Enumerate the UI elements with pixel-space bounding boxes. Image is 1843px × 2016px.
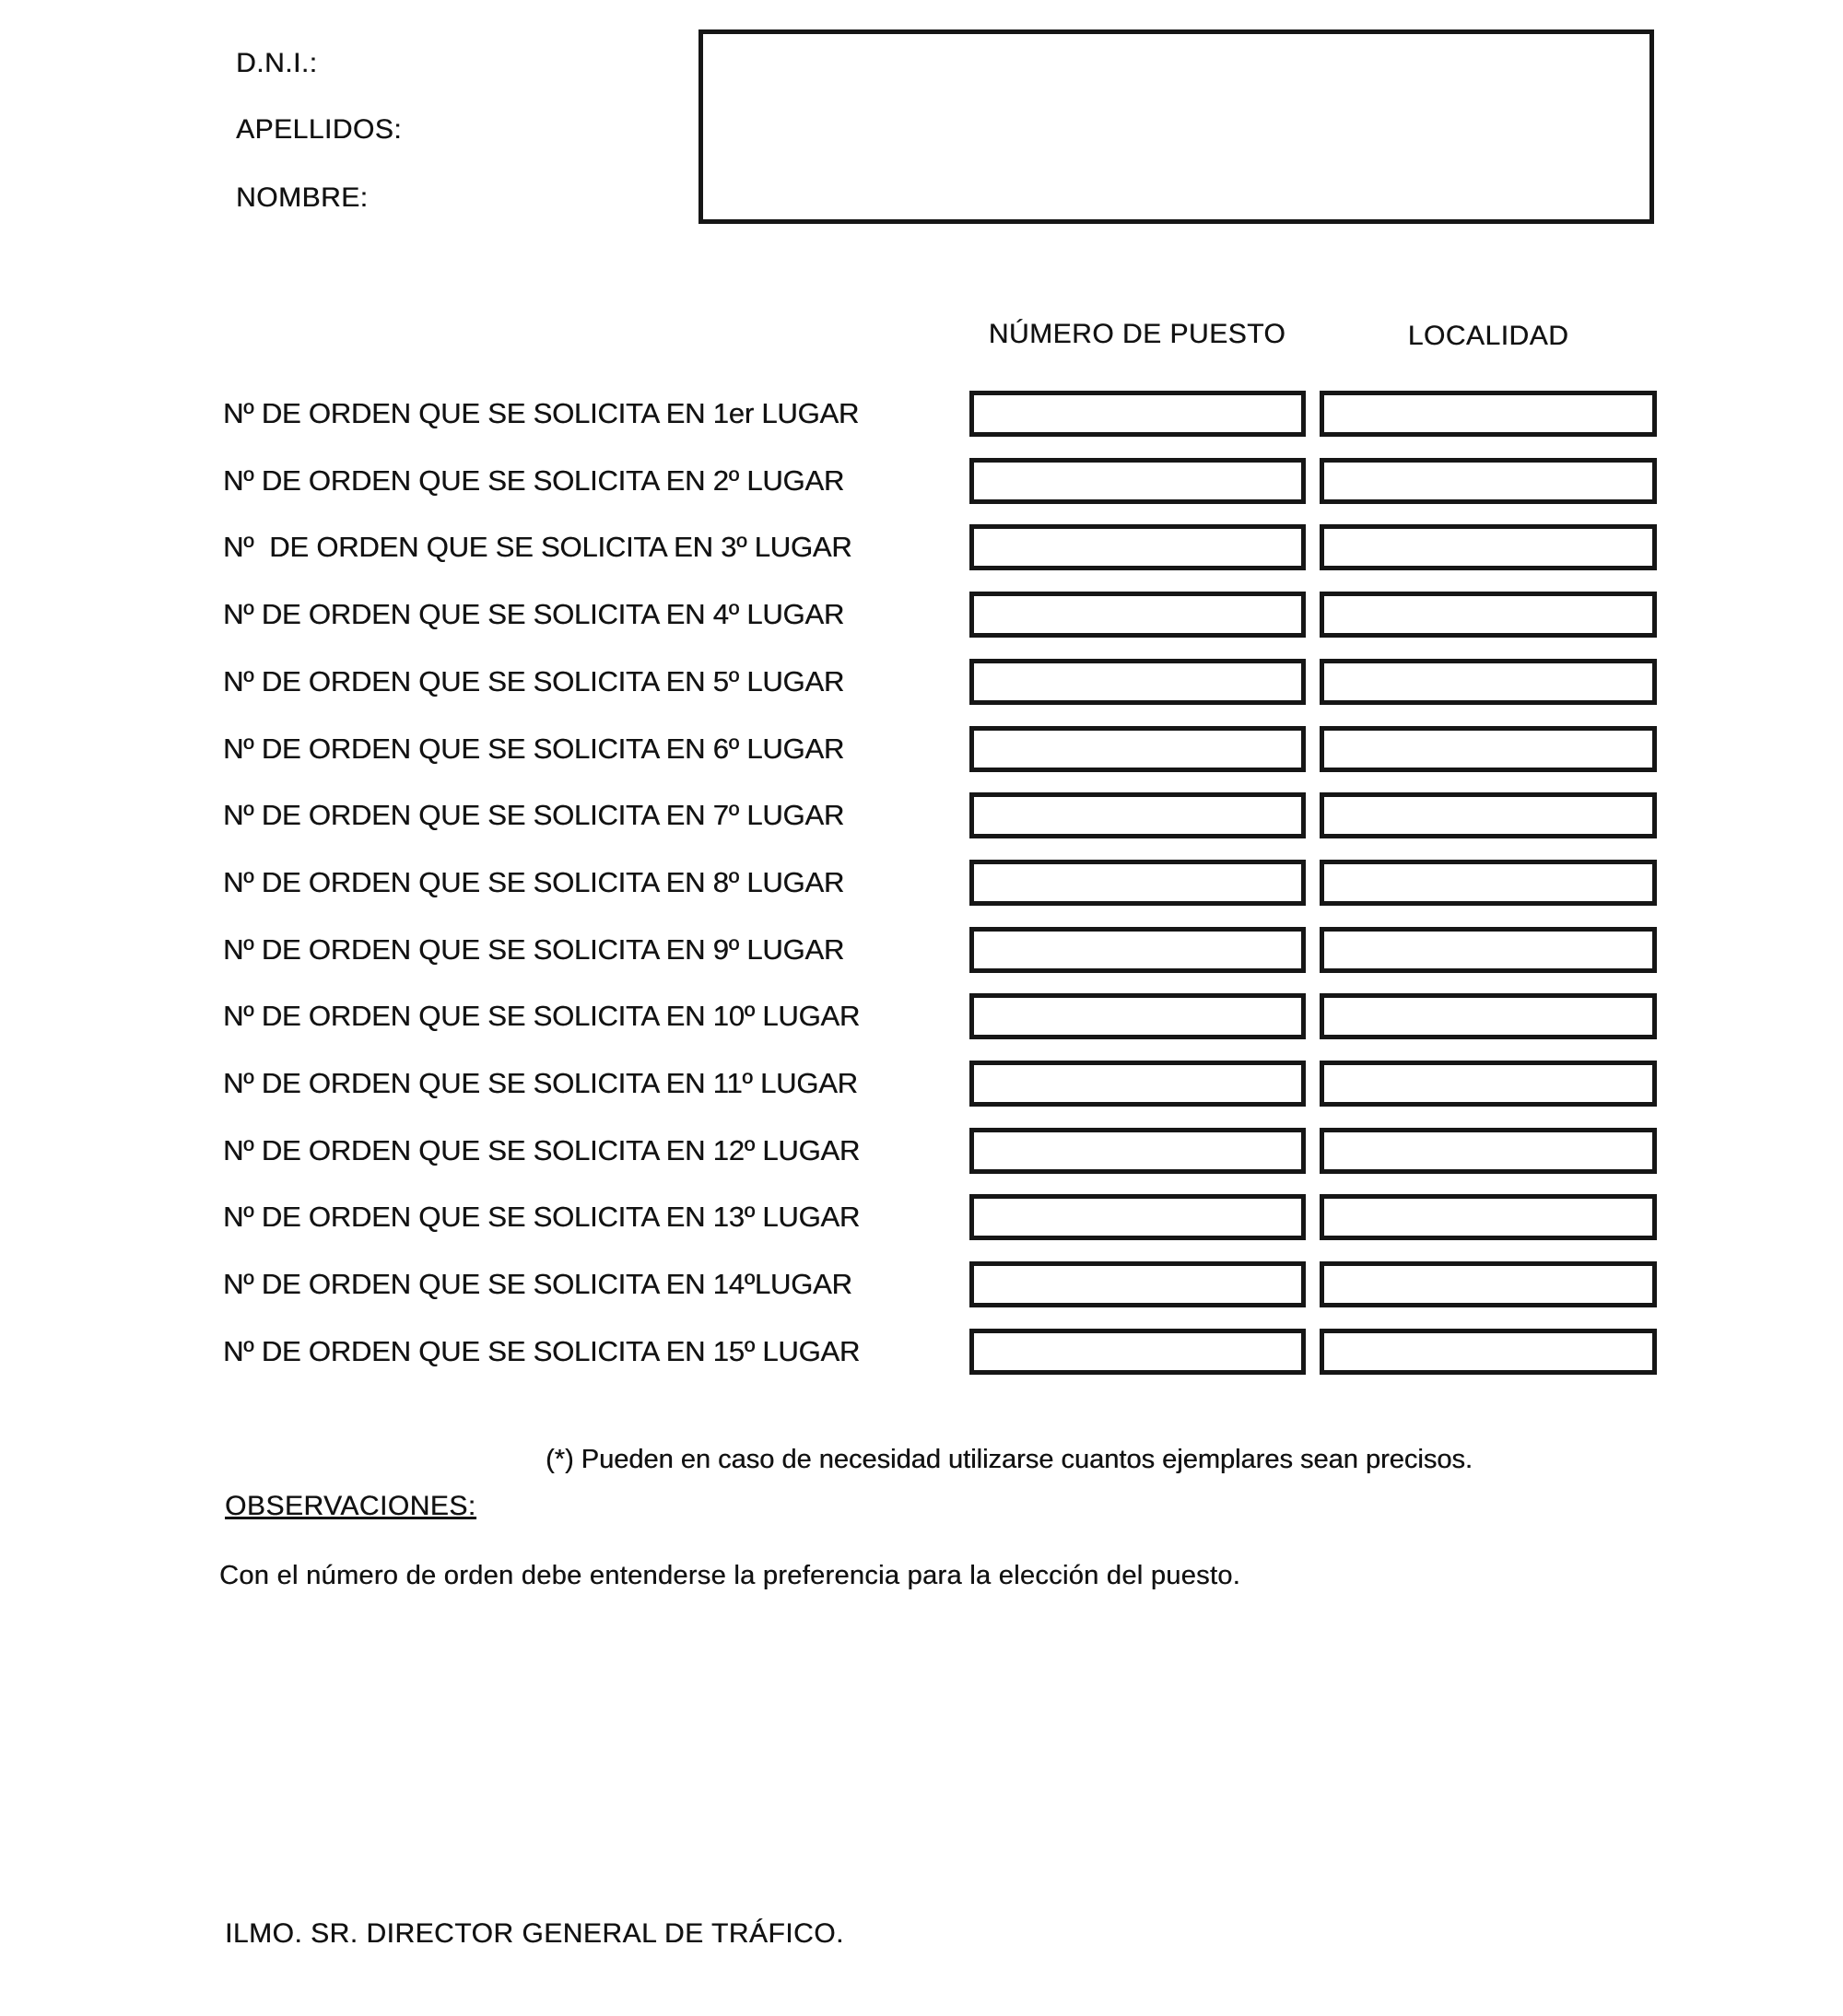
row-label: Nº DE ORDEN QUE SE SOLICITA EN 13º LUGAR [223, 1201, 861, 1234]
localidad-field[interactable] [1320, 592, 1657, 638]
localidad-field[interactable] [1320, 1128, 1657, 1174]
dni-label: D.N.I.: [236, 48, 318, 78]
row-label: Nº DE ORDEN QUE SE SOLICITA EN 11º LUGAR [223, 1067, 858, 1099]
row-label: Nº DE ORDEN QUE SE SOLICITA EN 9º LUGAR [223, 932, 845, 966]
numero-de-puesto-field[interactable] [969, 1194, 1306, 1240]
numero-de-puesto-field[interactable] [969, 1261, 1306, 1307]
row-label: Nº DE ORDEN QUE SE SOLICITA EN 14ºLUGAR [223, 1268, 852, 1301]
column-header-numero-de-puesto: NÚMERO DE PUESTO [988, 319, 1286, 349]
localidad-field[interactable] [1320, 1329, 1657, 1375]
preference-row [223, 927, 1657, 973]
preference-row [223, 1194, 1657, 1240]
localidad-field[interactable] [1320, 391, 1657, 437]
numero-de-puesto-field[interactable] [969, 391, 1306, 437]
observaciones-text: Con el número de orden debe entenderse la preferencia para la elección del puesto. [219, 1561, 1240, 1590]
localidad-field[interactable] [1320, 524, 1657, 570]
row-label: Nº DE ORDEN QUE SE SOLICITA EN 12º LUGAR [223, 1133, 861, 1166]
nombre-label: NOMBRE: [236, 182, 369, 213]
row-label: Nº DE ORDEN QUE SE SOLICITA EN 1er LUGAR [223, 397, 860, 429]
row-label: Nº DE ORDEN QUE SE SOLICITA EN 10º LUGAR [223, 1000, 861, 1033]
preference-row [223, 1061, 1657, 1107]
numero-de-puesto-field[interactable] [969, 726, 1306, 772]
row-label: Nº DE ORDEN QUE SE SOLICITA EN 6º LUGAR [223, 732, 845, 765]
localidad-field[interactable] [1320, 1061, 1657, 1107]
row-label: Nº DE ORDEN QUE SE SOLICITA EN 4º LUGAR [223, 598, 845, 631]
numero-de-puesto-field[interactable] [969, 860, 1306, 906]
preference-row [223, 1128, 1657, 1174]
numero-de-puesto-field[interactable] [969, 927, 1306, 973]
localidad-field[interactable] [1320, 927, 1657, 973]
preference-row [223, 993, 1657, 1039]
preference-row [223, 592, 1657, 638]
row-label: Nº DE ORDEN QUE SE SOLICITA EN 3º LUGAR [223, 531, 852, 564]
row-label: Nº DE ORDEN QUE SE SOLICITA EN 5º LUGAR [223, 664, 845, 697]
preference-row [223, 1329, 1657, 1375]
observaciones-heading: OBSERVACIONES: [225, 1491, 476, 1521]
numero-de-puesto-field[interactable] [969, 792, 1306, 838]
numero-de-puesto-field[interactable] [969, 524, 1306, 570]
preference-row [223, 659, 1657, 705]
numero-de-puesto-field[interactable] [969, 1128, 1306, 1174]
numero-de-puesto-field[interactable] [969, 458, 1306, 504]
localidad-field[interactable] [1320, 726, 1657, 772]
identity-entry-box[interactable] [698, 29, 1654, 224]
row-label: Nº DE ORDEN QUE SE SOLICITA EN 7º LUGAR [223, 799, 845, 832]
addressee-line: ILMO. SR. DIRECTOR GENERAL DE TRÁFICO. [225, 1918, 844, 1949]
localidad-field[interactable] [1320, 1261, 1657, 1307]
preference-row [223, 391, 1657, 437]
localidad-field[interactable] [1320, 860, 1657, 906]
numero-de-puesto-field[interactable] [969, 1061, 1306, 1107]
row-label: Nº DE ORDEN QUE SE SOLICITA EN 2º LUGAR [223, 463, 845, 497]
footnote: (*) Pueden en caso de necesidad utilizarse cuantos ejemplares sean precisos. [546, 1445, 1473, 1474]
numero-de-puesto-field[interactable] [969, 659, 1306, 705]
preference-row [223, 726, 1657, 772]
preference-row [223, 524, 1657, 570]
row-label: Nº DE ORDEN QUE SE SOLICITA EN 8º LUGAR [223, 865, 845, 898]
localidad-field[interactable] [1320, 659, 1657, 705]
apellidos-label: APELLIDOS: [236, 114, 403, 145]
column-header-localidad: LOCALIDAD [1407, 321, 1569, 351]
row-label: Nº DE ORDEN QUE SE SOLICITA EN 15º LUGAR [223, 1334, 861, 1367]
localidad-field[interactable] [1320, 993, 1657, 1039]
preference-row [223, 792, 1657, 838]
numero-de-puesto-field[interactable] [969, 1329, 1306, 1375]
preference-row [223, 860, 1657, 906]
localidad-field[interactable] [1320, 792, 1657, 838]
localidad-field[interactable] [1320, 458, 1657, 504]
localidad-field[interactable] [1320, 1194, 1657, 1240]
numero-de-puesto-field[interactable] [969, 592, 1306, 638]
numero-de-puesto-field[interactable] [969, 993, 1306, 1039]
preference-row [223, 458, 1657, 504]
preference-row [223, 1261, 1657, 1307]
